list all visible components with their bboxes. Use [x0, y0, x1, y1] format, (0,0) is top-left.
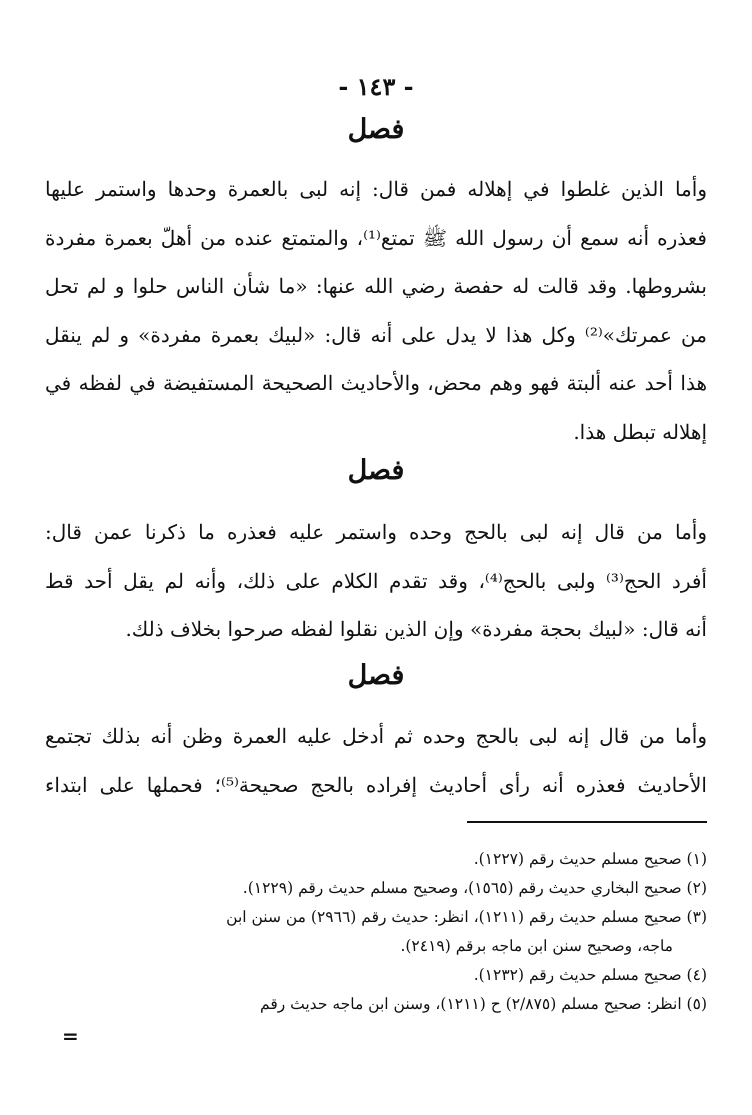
footnote: (١) صحيح مسلم حديث رقم (١٢٢٧). [473, 850, 707, 868]
footnotes [45, 845, 707, 1019]
section-heading-3: فصل [347, 660, 405, 691]
section-1-paragraph [45, 165, 707, 456]
text-line: وأما من قال إنه لبى بالحج وحده واستمر عليه فعذره ما ذكرنا عمن قال: [45, 520, 707, 544]
text-line: أنه قال: «لبيك بحجة مفردة» وإن الذين نقلوا لفظه صرحوا بخلاف ذلك. [125, 617, 707, 641]
section-heading-1: فصل [347, 114, 405, 145]
text-line: من عمرتك»⁽²⁾ وكل هذا لا يدل على أنه قال: «لبيك بعمرة مفردة» و لم ينقل [45, 322, 707, 347]
page-number: - ١٤٣ - [338, 72, 414, 101]
continuation-mark: = [62, 1024, 79, 1048]
text-line: فعذره أنه سمع أن رسول الله ﷺ تمتع⁽¹⁾، والمتمتع عنده من أهلّ بعمرة مفردة [45, 225, 707, 250]
text-line: وأما من قال إنه لبى بالحج وحده ثم أدخل عليه العمرة وظن أنه بذلك تجتمع [45, 724, 707, 748]
text-line: الأحاديث فعذره أنه رأى أحاديث إفراده بالحج صحيحة⁽⁵⁾؛ فحملها على ابتداء [45, 772, 707, 797]
text-line: إهلاله تبطل هذا. [573, 419, 707, 444]
text-line: هذا أحد عنه ألبتة فهو وهم محض، والأحاديث الصحيحة المستفيضة في لفظه في [45, 371, 707, 395]
footnote-continuation: ماجه، وصحيح سنن ابن ماجه برقم (٢٤١٩). [400, 937, 673, 955]
text-line: أفرد الحج⁽³⁾ ولبى بالحج⁽⁴⁾، وقد تقدم الكلام على ذلك، وأنه لم يقل أحد قط [45, 568, 707, 593]
footnote: (٥) انظر: صحيح مسلم (٢/٨٧٥) ح (١٢١١)، وسنن ابن ماجه حديث رقم [260, 995, 707, 1013]
footnote: (٣) صحيح مسلم حديث رقم (١٢١١)، انظر: حديث رقم (٢٩٦٦) من سنن ابن [226, 908, 707, 926]
text-line: بشروطها. وقد قالت له حفصة رضي الله عنها: «ما شأن الناس حلوا و لم تحل [45, 274, 707, 298]
footnote: (٤) صحيح مسلم حديث رقم (١٢٣٢). [473, 966, 707, 984]
section-heading-2: فصل [347, 455, 405, 486]
text-line: وأما الذين غلطوا في إهلاله فمن قال: إنه لبى بالعمرة وحدها واستمر عليها [45, 177, 707, 201]
footnote-divider [467, 821, 707, 823]
footnote: (٢) صحيح البخاري حديث رقم (١٥٦٥)، وصحيح مسلم حديث رقم (١٢٢٩). [242, 879, 707, 897]
section-2-paragraph [45, 508, 707, 654]
section-3-paragraph [45, 712, 707, 809]
